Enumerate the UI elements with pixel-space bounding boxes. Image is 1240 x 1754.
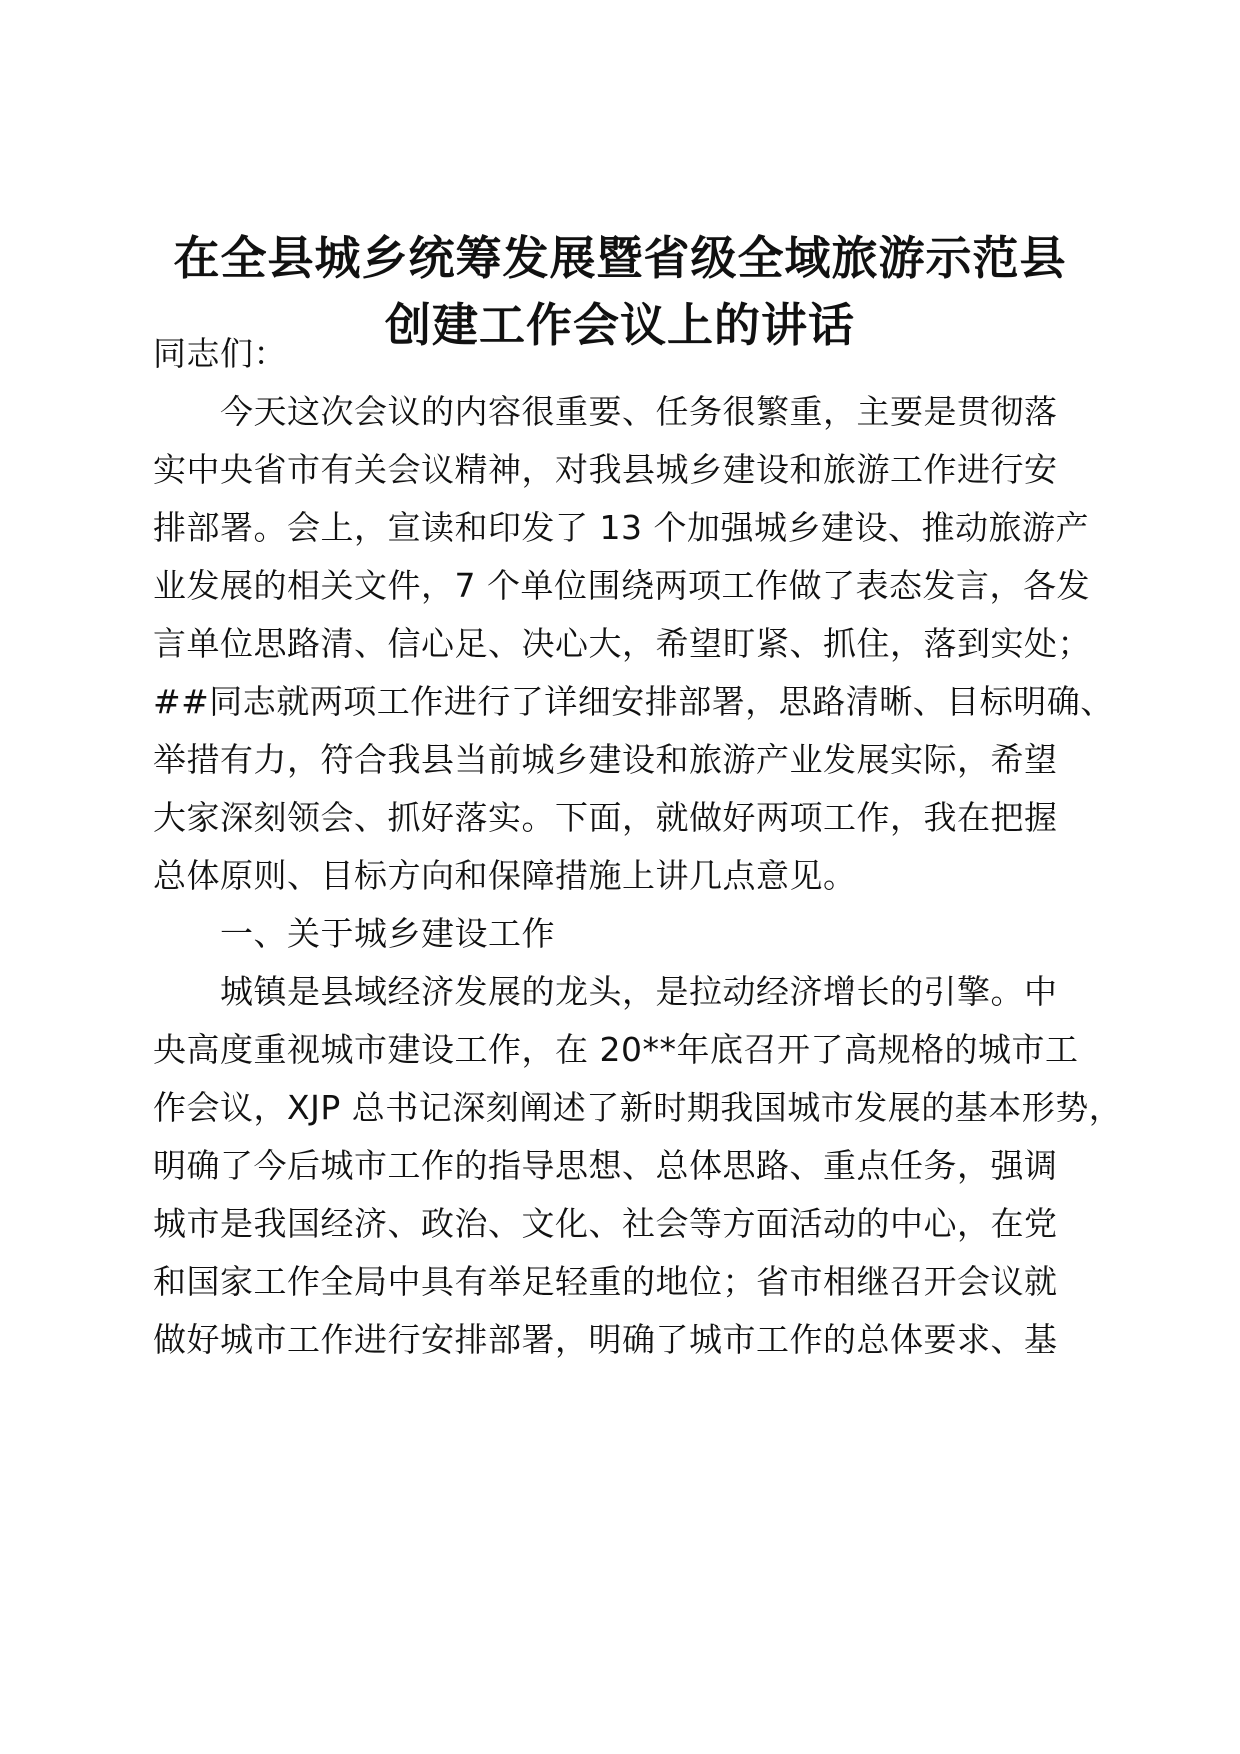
body-line: 作会议，XJP 总书记深刻阐述了新时期我国城市发展的基本形势， [153, 1088, 1123, 1127]
document-title-line-1: 在全县城乡统筹发展暨省级全域旅游示范县 [173, 231, 1067, 285]
body-line: 今天这次会议的内容很重要、任务很繁重，主要是贯彻落 [220, 392, 1058, 431]
body-line: 言单位思路清、信心足、决心大，希望盯紧、抓住，落到实处； [153, 624, 1091, 663]
body-line: 明确了今后城市工作的指导思想、总体思路、重点任务，强调 [153, 1146, 1058, 1185]
body-line: 城镇是县域经济发展的龙头，是拉动经济增长的引擎。中 [220, 972, 1058, 1011]
body-line: 城市是我国经济、政治、文化、社会等方面活动的中心，在党 [153, 1204, 1058, 1243]
body-line: ##同志就两项工作进行了详细安排部署，思路清晰、目标明确、 [153, 682, 1114, 721]
body-line: 和国家工作全局中具有举足轻重的地位；省市相继召开会议就 [153, 1262, 1058, 1301]
body-line: 实中央省市有关会议精神，对我县城乡建设和旅游工作进行安 [153, 450, 1058, 489]
body-line: 央高度重视城市建设工作，在 20**年底召开了高规格的城市工 [153, 1030, 1079, 1069]
body-line: 做好城市工作进行安排部署，明确了城市工作的总体要求、基 [153, 1320, 1058, 1359]
body-line: 大家深刻领会、抓好落实。下面，就做好两项工作，我在把握 [153, 798, 1058, 837]
salutation: 同志们： [153, 334, 287, 373]
body-line: 业发展的相关文件，7 个单位围绕两项工作做了表态发言，各发 [153, 566, 1090, 605]
body-line: 总体原则、目标方向和保障措施上讲几点意见。 [153, 856, 857, 895]
body-line: 举措有力，符合我县当前城乡建设和旅游产业发展实际，希望 [153, 740, 1058, 779]
document-title-line-2: 创建工作会议上的讲话 [385, 298, 855, 352]
body-line: 排部署。会上，宣读和印发了 13 个加强城乡建设、推动旅游产 [153, 508, 1089, 547]
section-heading: 一、关于城乡建设工作 [220, 914, 555, 953]
